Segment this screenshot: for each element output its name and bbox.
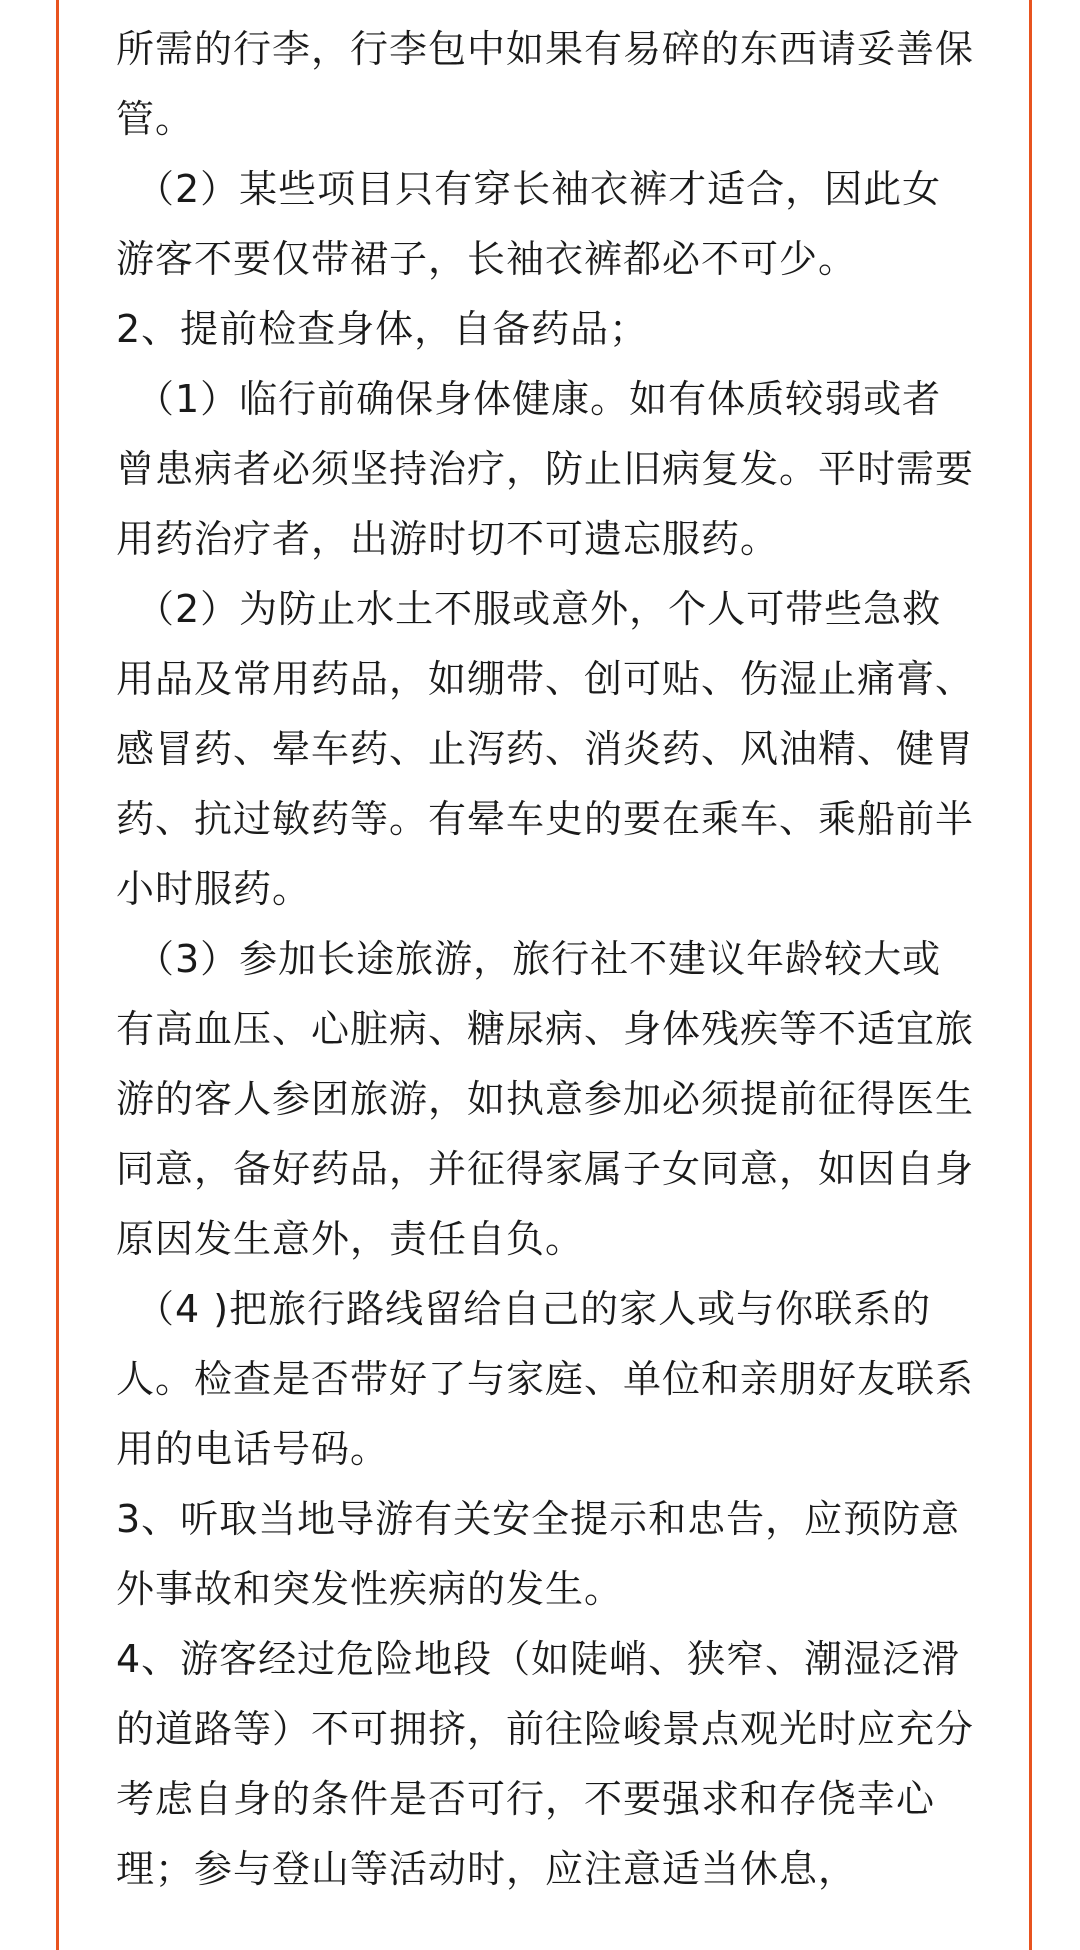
heading-health-check: 2、提前检查身体，自备药品；	[116, 307, 649, 351]
document-body	[116, 14, 976, 1904]
paragraph-health: （1）临行前确保身体健康。如有体质较弱或者曾患病者必须坚持治疗，防止旧病复发。平时需要用药治疗者，出游时切不可遗忘服药。	[116, 377, 975, 561]
paragraph-medicine: （2）为防止水土不服或意外，个人可带些急救用品及常用药品，如绷带、创可贴、伤湿止痛膏、感冒药、晕车药、止泻药、消炎药、风油精、健胃药、抗过敏药等。有晕车史的要在乘车、乘船前半小时服药。	[116, 587, 975, 911]
paragraph-clothing: （2）某些项目只有穿长袖衣裤才适合，因此女游客不要仅带裙子，长袖衣裤都必不可少。	[116, 167, 942, 281]
paragraph-luggage-continued: 所需的行李，行李包中如果有易碎的东西请妥善保管。	[116, 27, 975, 141]
heading-dangerous-sections: 4、游客经过危险地段（如陡峭、狭窄、潮湿泛滑的道路等）不可拥挤，前往险峻景点观光时应充分考虑自身的条件是否可行，不要强求和存侥幸心理；参与登山等活动时，应注意适当休息，	[116, 1637, 975, 1891]
paragraph-itinerary: （4 )把旅行路线留给自己的家人或与你联系的人。检查是否带好了与家庭、单位和亲朋好友联系用的电话号码。	[116, 1287, 975, 1471]
paragraph-long-trip: （3）参加长途旅游，旅行社不建议年龄较大或有高血压、心脏病、糖尿病、身体残疾等不适宜旅游的客人参团旅游，如执意参加必须提前征得医生同意，备好药品，并征得家属子女同意，如因自身原因发生意外，责任自负。	[116, 937, 975, 1261]
heading-guide-advice: 3、听取当地导游有关安全提示和忠告，应预防意外事故和突发性疾病的发生。	[116, 1497, 961, 1611]
